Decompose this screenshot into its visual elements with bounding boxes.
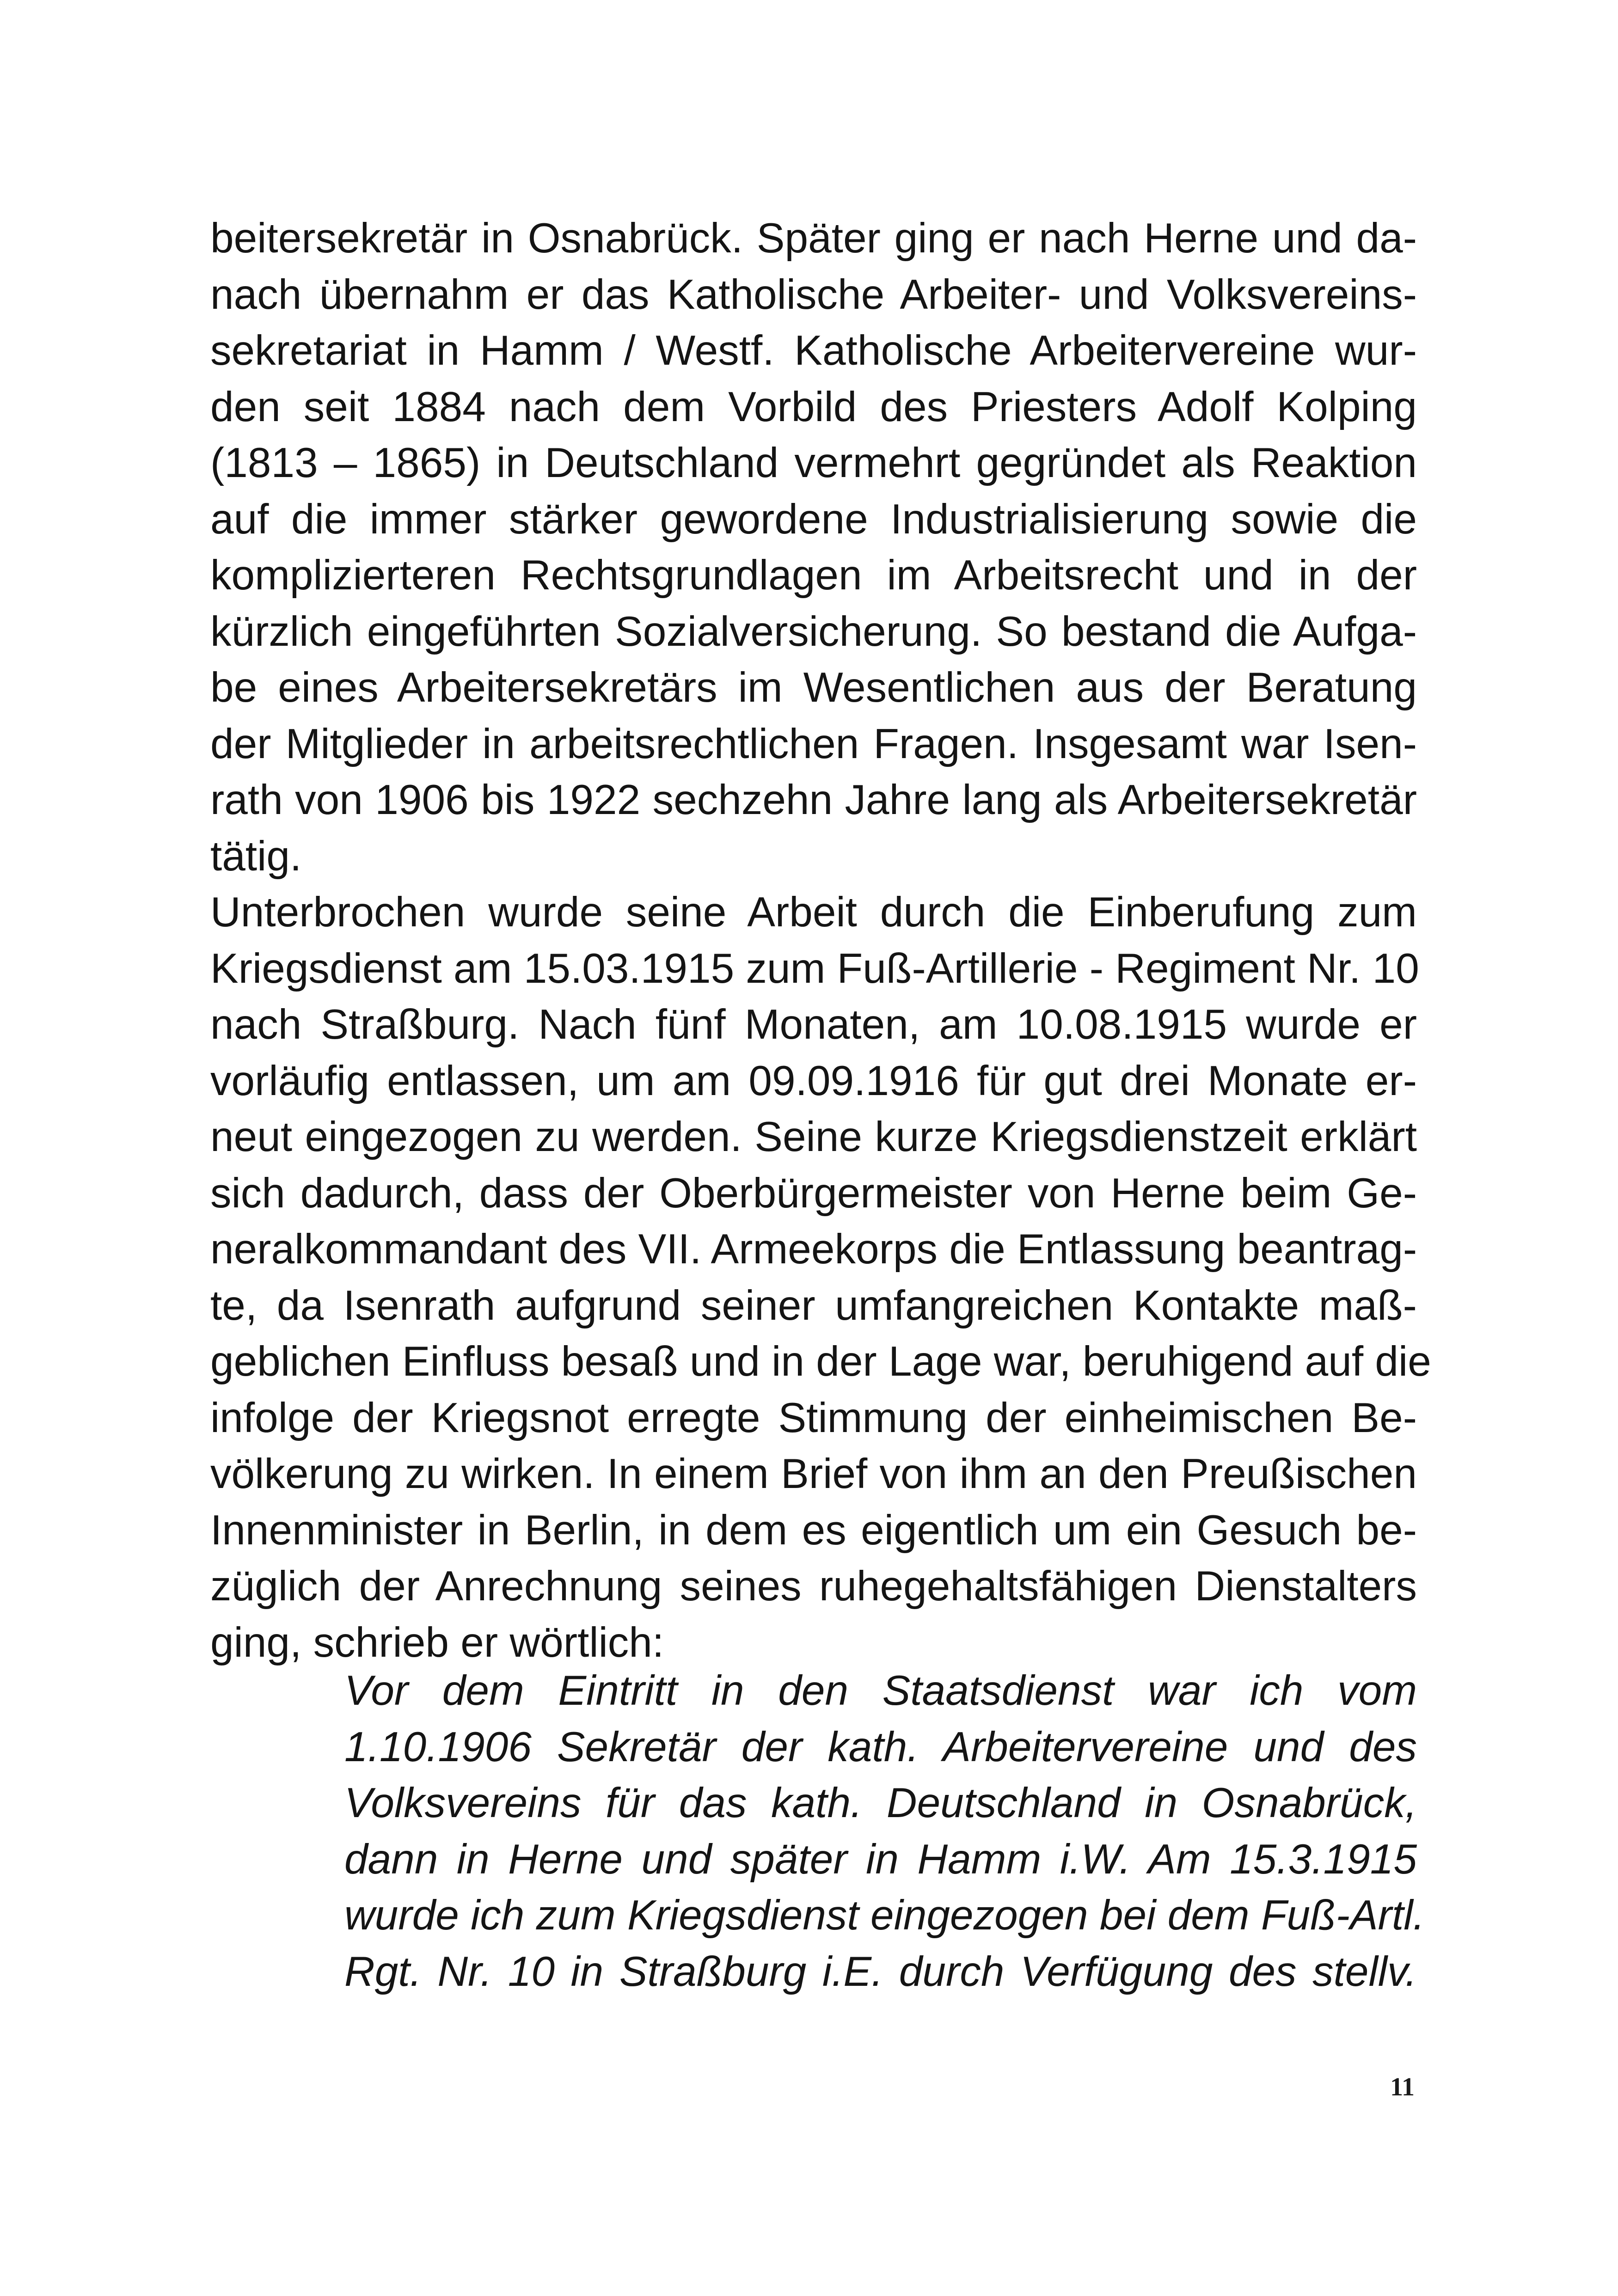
- quote-line: Vor dem Eintritt in den Staatsdienst war ich vom: [344, 1667, 1417, 1714]
- quote-line: 1.10.1906 Sekretär der kath. Arbeitervereine und des: [344, 1723, 1417, 1770]
- quote-line: dann in Herne und später in Hamm i.W. Am 15.3.1915: [344, 1836, 1417, 1883]
- text-line: be eines Arbeitersekretärs im Wesentlichen aus der Beratung: [210, 664, 1417, 711]
- text-line: beitersekretär in Osnabrück. Später ging er nach Herne und da-: [210, 215, 1417, 262]
- text-line: der Mitglieder in arbeitsrechtlichen Fragen. Insgesamt war Isen-: [210, 720, 1417, 767]
- quote-line: Volksvereins für das kath. Deutschland in Osnabrück,: [344, 1780, 1417, 1826]
- text-line: sekretariat in Hamm / Westf. Katholische Arbeitervereine wur-: [210, 327, 1417, 374]
- text-line: nach übernahm er das Katholische Arbeiter- und Volksvereins-: [210, 271, 1417, 318]
- text-line: neut eingezogen zu werden. Seine kurze Kriegsdienstzeit erklärt: [210, 1114, 1417, 1160]
- body-text: [210, 210, 1431, 1671]
- text-line: tätig.: [210, 833, 302, 880]
- text-line: kürzlich eingeführten Sozialversicherung. So bestand die Aufga-: [210, 608, 1417, 655]
- paragraph-1: [210, 210, 1417, 884]
- text-line: Kriegsdienst am 15.03.1915 zum Fuß-Artillerie - Regiment Nr. 10: [210, 945, 1419, 992]
- quote-line: wurde ich zum Kriegsdienst eingezogen bei dem Fuß-Artl.: [344, 1892, 1425, 1939]
- text-line: ging, schrieb er wörtlich:: [210, 1619, 664, 1666]
- quote-line: Rgt. Nr. 10 in Straßburg i.E. durch Verfügung des stellv.: [344, 1948, 1417, 1995]
- text-line: infolge der Kriegsnot erregte Stimmung der einheimischen Be-: [210, 1394, 1417, 1441]
- text-line: vorläufig entlassen, um am 09.09.1916 für gut drei Monate er-: [210, 1057, 1417, 1104]
- text-line: rath von 1906 bis 1922 sechzehn Jahre lang als Arbeitersekretär: [210, 777, 1417, 823]
- text-line: den seit 1884 nach dem Vorbild des Priesters Adolf Kolping: [210, 383, 1417, 430]
- text-line: komplizierteren Rechtsgrundlagen im Arbeitsrecht und in der: [210, 552, 1417, 599]
- text-line: te, da Isenrath aufgrund seiner umfangreichen Kontakte maß-: [210, 1282, 1417, 1329]
- text-line: züglich der Anrechnung seines ruhegehaltsfähigen Dienstalters: [210, 1563, 1417, 1610]
- text-line: neralkommandant des VII. Armeekorps die Entlassung beantrag-: [210, 1226, 1417, 1273]
- text-line: sich dadurch, dass der Oberbürgermeister von Herne beim Ge-: [210, 1169, 1417, 1217]
- text-line: völkerung zu wirken. In einem Brief von ihm an den Preußischen: [210, 1451, 1417, 1497]
- page-number: 11: [1390, 2073, 1415, 2101]
- text-line: auf die immer stärker gewordene Industrialisierung sowie die: [210, 496, 1417, 543]
- text-line: nach Straßburg. Nach fünf Monaten, am 10.08.1915 wurde er: [210, 1001, 1417, 1048]
- text-line: Innenminister in Berlin, in dem es eigentlich um ein Gesuch be-: [210, 1506, 1417, 1554]
- text-line: geblichen Einfluss besaß und in der Lage war, beruhigend auf die: [210, 1338, 1431, 1385]
- text-line: (1813 – 1865) in Deutschland vermehrt gegründet als Reaktion: [210, 440, 1417, 486]
- paragraph-2: [210, 884, 1431, 1671]
- block-quote: [344, 1663, 1425, 2000]
- text-line: Unterbrochen wurde seine Arbeit durch die Einberufung zum: [210, 889, 1417, 936]
